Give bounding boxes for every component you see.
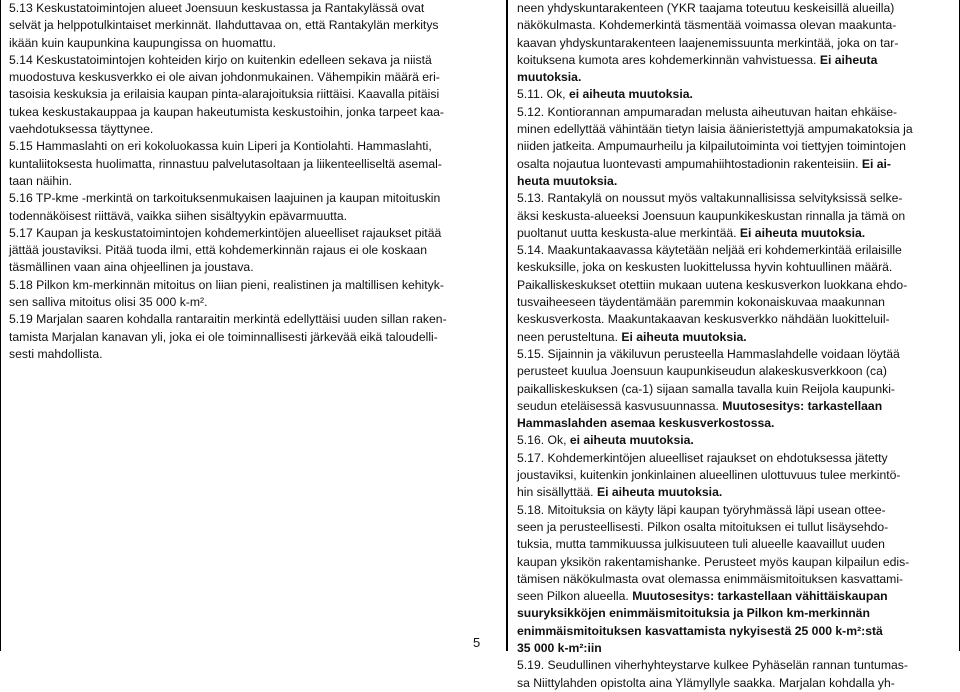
text-run: koituksena kumota ares kohdemerkinnän vahvistuessa. bbox=[517, 52, 820, 67]
text-line bbox=[517, 311, 951, 328]
text-line bbox=[517, 588, 951, 605]
text-line bbox=[517, 571, 951, 588]
bold-text-run: heuta muutoksia. bbox=[517, 173, 618, 188]
text-line bbox=[9, 311, 496, 328]
text-run: hin sisällyttää. bbox=[517, 485, 597, 500]
text-run: 5.17 Kaupan ja keskustatoimintojen kohdemerkintöjen alueelliset rajaukset pitää bbox=[9, 225, 442, 240]
right-column-paragraph bbox=[517, 432, 951, 449]
text-line bbox=[9, 0, 496, 17]
text-run: äksi keskusta-alueeksi Joensuun kaupunkikeskustan rinnalla ja tämä on bbox=[517, 208, 906, 223]
text-line bbox=[517, 554, 951, 571]
text-line bbox=[9, 173, 496, 190]
text-line bbox=[9, 104, 496, 121]
text-line bbox=[9, 52, 496, 69]
text-run: taan näihin. bbox=[9, 173, 73, 188]
text-line bbox=[517, 623, 951, 640]
text-line bbox=[517, 346, 951, 363]
text-line bbox=[517, 432, 951, 449]
text-line bbox=[517, 17, 951, 34]
text-line bbox=[517, 104, 951, 121]
text-run: 5.13 Keskustatoimintojen alueet Joensuun keskustassa ja Rantakylässä ovat bbox=[9, 1, 425, 15]
text-line bbox=[9, 86, 496, 103]
text-line bbox=[517, 242, 951, 259]
text-run: keskusverkosta. Maakuntakaavan keskusverkko nähdään luokitteluil- bbox=[517, 312, 890, 327]
text-line bbox=[9, 208, 496, 225]
text-run: 5.14 Keskustatoimintojen kohteiden kirjo on kuitenkin edelleen sekava ja niistä bbox=[9, 52, 432, 67]
bold-text-run: Ei aiheuta muutoksia. bbox=[621, 329, 747, 344]
bold-text-run: Muutosesitys: tarkastellaan vähittäiskaupan bbox=[632, 589, 888, 604]
bold-text-run: Hammaslahden asemaa keskusverkostossa. bbox=[517, 416, 775, 431]
right-column-paragraph bbox=[517, 0, 951, 86]
right-column-paragraph bbox=[517, 657, 951, 692]
text-run: sen salliva mitoitus olisi 35 000 k-m². bbox=[9, 295, 208, 310]
text-line bbox=[517, 329, 951, 346]
text-run: paikalliskeskuksen (ca-1) sijaan samalla tavalla kuin Reijola kaupunki- bbox=[517, 381, 895, 396]
text-line bbox=[517, 225, 951, 242]
text-line bbox=[9, 17, 496, 34]
text-line bbox=[9, 259, 496, 276]
right-column-paragraph bbox=[517, 86, 951, 103]
text-run: muodostuva keskusverkko ei ole aivan johdonmukainen. Vähempikin määrä eri- bbox=[9, 70, 440, 85]
text-line bbox=[517, 138, 951, 155]
text-run: 5.16. Ok, bbox=[517, 433, 570, 448]
text-run: kaavan yhdyskuntarakenteen laajenemissuunta merkintää, joka on tar- bbox=[517, 35, 899, 50]
text-line bbox=[517, 35, 951, 52]
text-line bbox=[9, 294, 496, 311]
text-line bbox=[9, 329, 496, 346]
text-line bbox=[517, 519, 951, 536]
text-run: 5.12. Kontiorannan ampumaradan melusta aiheutuvan haitan ehkäise- bbox=[517, 104, 898, 119]
text-line bbox=[9, 346, 496, 363]
text-line bbox=[9, 121, 496, 138]
text-run: tusvaiheeseen täydentämään paremmin kokonaiskuvaa maakunnan bbox=[517, 295, 885, 310]
right-column-paragraph bbox=[517, 502, 951, 658]
text-line bbox=[517, 294, 951, 311]
right-column-paragraph bbox=[517, 104, 951, 190]
right-column bbox=[507, 0, 960, 690]
bold-text-run: Muutosesitys: tarkastellaan bbox=[722, 398, 883, 413]
text-run: neen yhdyskuntarakenteen (YKR taajama toteutuu keskeisillä alueilla) bbox=[517, 1, 895, 15]
text-run: ikään kuin kaupunkina kaupungissa on huomattu. bbox=[9, 35, 276, 50]
text-line bbox=[517, 0, 951, 17]
text-line bbox=[517, 69, 951, 86]
text-line bbox=[517, 657, 951, 674]
text-run: 5.14. Maakuntakaavassa käytetään neljää eri kohdemerkintää erilaisille bbox=[517, 243, 902, 258]
right-column-paragraph bbox=[517, 450, 951, 502]
text-run: 5.11. Ok, bbox=[517, 87, 569, 102]
text-run: neen perusteltuna. bbox=[517, 329, 622, 344]
text-run: 5.15. Sijainnin ja väkiluvun perusteella Hammaslahdelle voidaan löytää bbox=[517, 346, 900, 361]
text-line bbox=[517, 259, 951, 276]
text-run: 5.19 Marjalan saaren kohdalla rantaraitin merkintä edellyttäisi uuden sillan raken- bbox=[9, 312, 447, 327]
left-column-paragraph bbox=[9, 138, 496, 190]
right-column-paragraph bbox=[517, 190, 951, 242]
left-column-paragraph bbox=[9, 311, 496, 363]
text-run: 5.16 TP-kme -merkintä on tarkoituksenmukaisen laajuinen ja kaupan mitoituskin bbox=[9, 191, 441, 206]
text-line bbox=[9, 242, 496, 259]
page-number: 5 bbox=[473, 635, 481, 650]
left-column-paragraph bbox=[9, 225, 496, 277]
left-column-paragraph bbox=[9, 190, 496, 225]
left-column-paragraph bbox=[9, 52, 496, 138]
text-run: tasoisia keskuksia ja erilaisia kaupan pinta-alarajoituksia riittäisi. Kaavalla pitäisi bbox=[9, 87, 440, 102]
text-run: 5.15 Hammaslahti on eri kokoluokassa kuin Liperi ja Kontiolahti. Hammaslahti, bbox=[9, 139, 432, 154]
text-run: 5.18. Mitoituksia on käyty läpi kaupan työryhmässä läpi usean ottee- bbox=[517, 502, 886, 517]
text-line bbox=[517, 86, 951, 103]
text-run: näkökulmasta. Kohdemerkintä täsmentää voimassa olevan maakunta- bbox=[517, 18, 897, 33]
bold-text-run: ei aiheuta muutoksia. bbox=[568, 87, 693, 102]
text-run: selvät ja helppotulkintaiset merkinnät. Ilahduttavaa on, että Rantakylän merkitys bbox=[9, 18, 439, 33]
text-line bbox=[517, 52, 951, 69]
text-line bbox=[517, 277, 951, 294]
text-line bbox=[517, 484, 951, 501]
right-column-paragraph bbox=[517, 242, 951, 346]
text-run: seen ja perusteellisesti. Pilkon osalta mitoituksen ei tullut lisäysehdo- bbox=[517, 519, 889, 534]
text-run: kaupan yksikön rakentamishanke. Perusteet myös kaupan kilpailun edis- bbox=[517, 554, 910, 569]
text-line bbox=[517, 208, 951, 225]
text-run: 5.17. Kohdemerkintöjen alueelliset rajaukset on ehdotuksessa jätetty bbox=[517, 450, 888, 465]
text-run: keskuksille, joka on keskusten luokittelussa hyvin kohtuullinen määrä. bbox=[517, 260, 893, 275]
text-run: tukea keskustakauppaa ja kaupan hakeutumista keskustoihin, jonka tarpeet kaa- bbox=[9, 104, 444, 119]
text-run: 5.19. Seudullinen viherhyhteystarve kulkee Pyhäselän rannan tuntumas- bbox=[517, 658, 908, 673]
bold-text-run: Ei aiheuta muutoksia. bbox=[739, 225, 866, 240]
left-column bbox=[0, 0, 507, 651]
bold-text-run: enimmäismitoituksen kasvattamista nykyisestä 25 000 k-m²:stä bbox=[517, 623, 883, 638]
text-line bbox=[517, 502, 951, 519]
text-run: vaehdotuksessa täyttynee. bbox=[9, 122, 154, 137]
text-line bbox=[517, 121, 951, 138]
left-column-paragraph bbox=[9, 277, 496, 312]
bold-text-run: muutoksia. bbox=[517, 70, 582, 85]
text-run: osalta nojautua luontevasti ampumahiihtostadionin rakenteisiin. bbox=[517, 156, 862, 171]
text-run: todennäköisest riittävä, vaikka siihen sisältyykin epävarmuutta. bbox=[9, 208, 348, 223]
text-run: tuksia, mutta tammikuussa julkisuuteen tuli alueelle kaavaillut uuden bbox=[517, 537, 885, 552]
text-run: niiden jatkeita. Ampumaurheilu ja kilpailutoiminta voi tiettyjen toimintojen bbox=[517, 139, 906, 154]
bold-text-run: Ei aiheuta bbox=[819, 52, 878, 67]
text-line bbox=[517, 605, 951, 622]
text-run: tamista Marjalan kanavan yli, joka ei ole toiminnallisesti järkevää eikä taloudelli- bbox=[9, 329, 438, 344]
text-run: joustaviksi, kuitenkin jonkinlainen alueellinen ulottuvuus tulee merkintö- bbox=[517, 468, 901, 483]
text-run: perusteet kuulua Joensuun kaupunkiseudun alakeskusverkkoon (ca) bbox=[517, 364, 887, 379]
text-line bbox=[517, 675, 951, 692]
text-line bbox=[9, 35, 496, 52]
text-line bbox=[517, 536, 951, 553]
text-run: sa Niittylahden opistolta aina Ylämyllyle saakka. Marjalan kohdalla yh- bbox=[517, 675, 895, 690]
text-line bbox=[517, 173, 951, 190]
text-run: minen edellyttää vähintään tietyn laisia äänieristettyjä ampumakatoksia ja bbox=[517, 122, 913, 137]
text-run: puoltanut uutta keskusta-alue merkintää. bbox=[517, 225, 740, 240]
bold-text-run: suuryksikköjen enimmäismitoituksia ja Pilkon km-merkinnän bbox=[517, 606, 870, 621]
text-line bbox=[517, 156, 951, 173]
text-line bbox=[9, 190, 496, 207]
text-run: seudun eteläisessä kasvusuunnassa. bbox=[517, 398, 723, 413]
text-run: seen Pilkon alueella. bbox=[517, 589, 633, 604]
bold-text-run: Ei aiheuta muutoksia. bbox=[596, 485, 723, 500]
text-line bbox=[517, 467, 951, 484]
text-line bbox=[9, 69, 496, 86]
bold-text-run: 35 000 k-m²:iin bbox=[517, 640, 602, 655]
text-line bbox=[9, 225, 496, 242]
text-run: jättää joustaviksi. Pitää tuoda ilmi, että kohdemerkinnän rajaus ei ole koskaan bbox=[9, 243, 427, 258]
text-line bbox=[517, 415, 951, 432]
text-run: täsmällinen vaan aina ohjeellinen ja joustava. bbox=[9, 260, 254, 275]
text-line bbox=[517, 363, 951, 380]
text-line bbox=[9, 138, 496, 155]
text-line bbox=[517, 640, 951, 657]
text-run: Paikalliskeskukset otettiin mukaan uutena keskusverkon luokkana ehdo- bbox=[517, 277, 908, 292]
bold-text-run: Ei ai- bbox=[861, 156, 891, 171]
text-line bbox=[517, 398, 951, 415]
text-run: kuntaliitoksesta huolimatta, rinnastuu palvelutasoltaan ja liikenteelliseltä asemal- bbox=[9, 156, 442, 171]
right-column-paragraph bbox=[517, 346, 951, 432]
text-line bbox=[9, 277, 496, 294]
text-line bbox=[517, 381, 951, 398]
left-column-paragraph bbox=[9, 0, 496, 52]
text-line bbox=[517, 450, 951, 467]
text-run: 5.18 Pilkon km-merkinnän mitoitus on liian pieni, realistinen ja maltillisen kehityk- bbox=[9, 277, 444, 292]
text-line bbox=[517, 190, 951, 207]
text-run: tämisen näkökulmasta ovat olemassa enimmäismitoituksen kasvattami- bbox=[517, 571, 904, 586]
text-run: 5.13. Rantakylä on noussut myös valtakunnallisissa selvityksissä selke- bbox=[517, 191, 903, 206]
text-run: sesti mahdollista. bbox=[9, 346, 103, 361]
text-line bbox=[9, 156, 496, 173]
bold-text-run: ei aiheuta muutoksia. bbox=[569, 433, 694, 448]
